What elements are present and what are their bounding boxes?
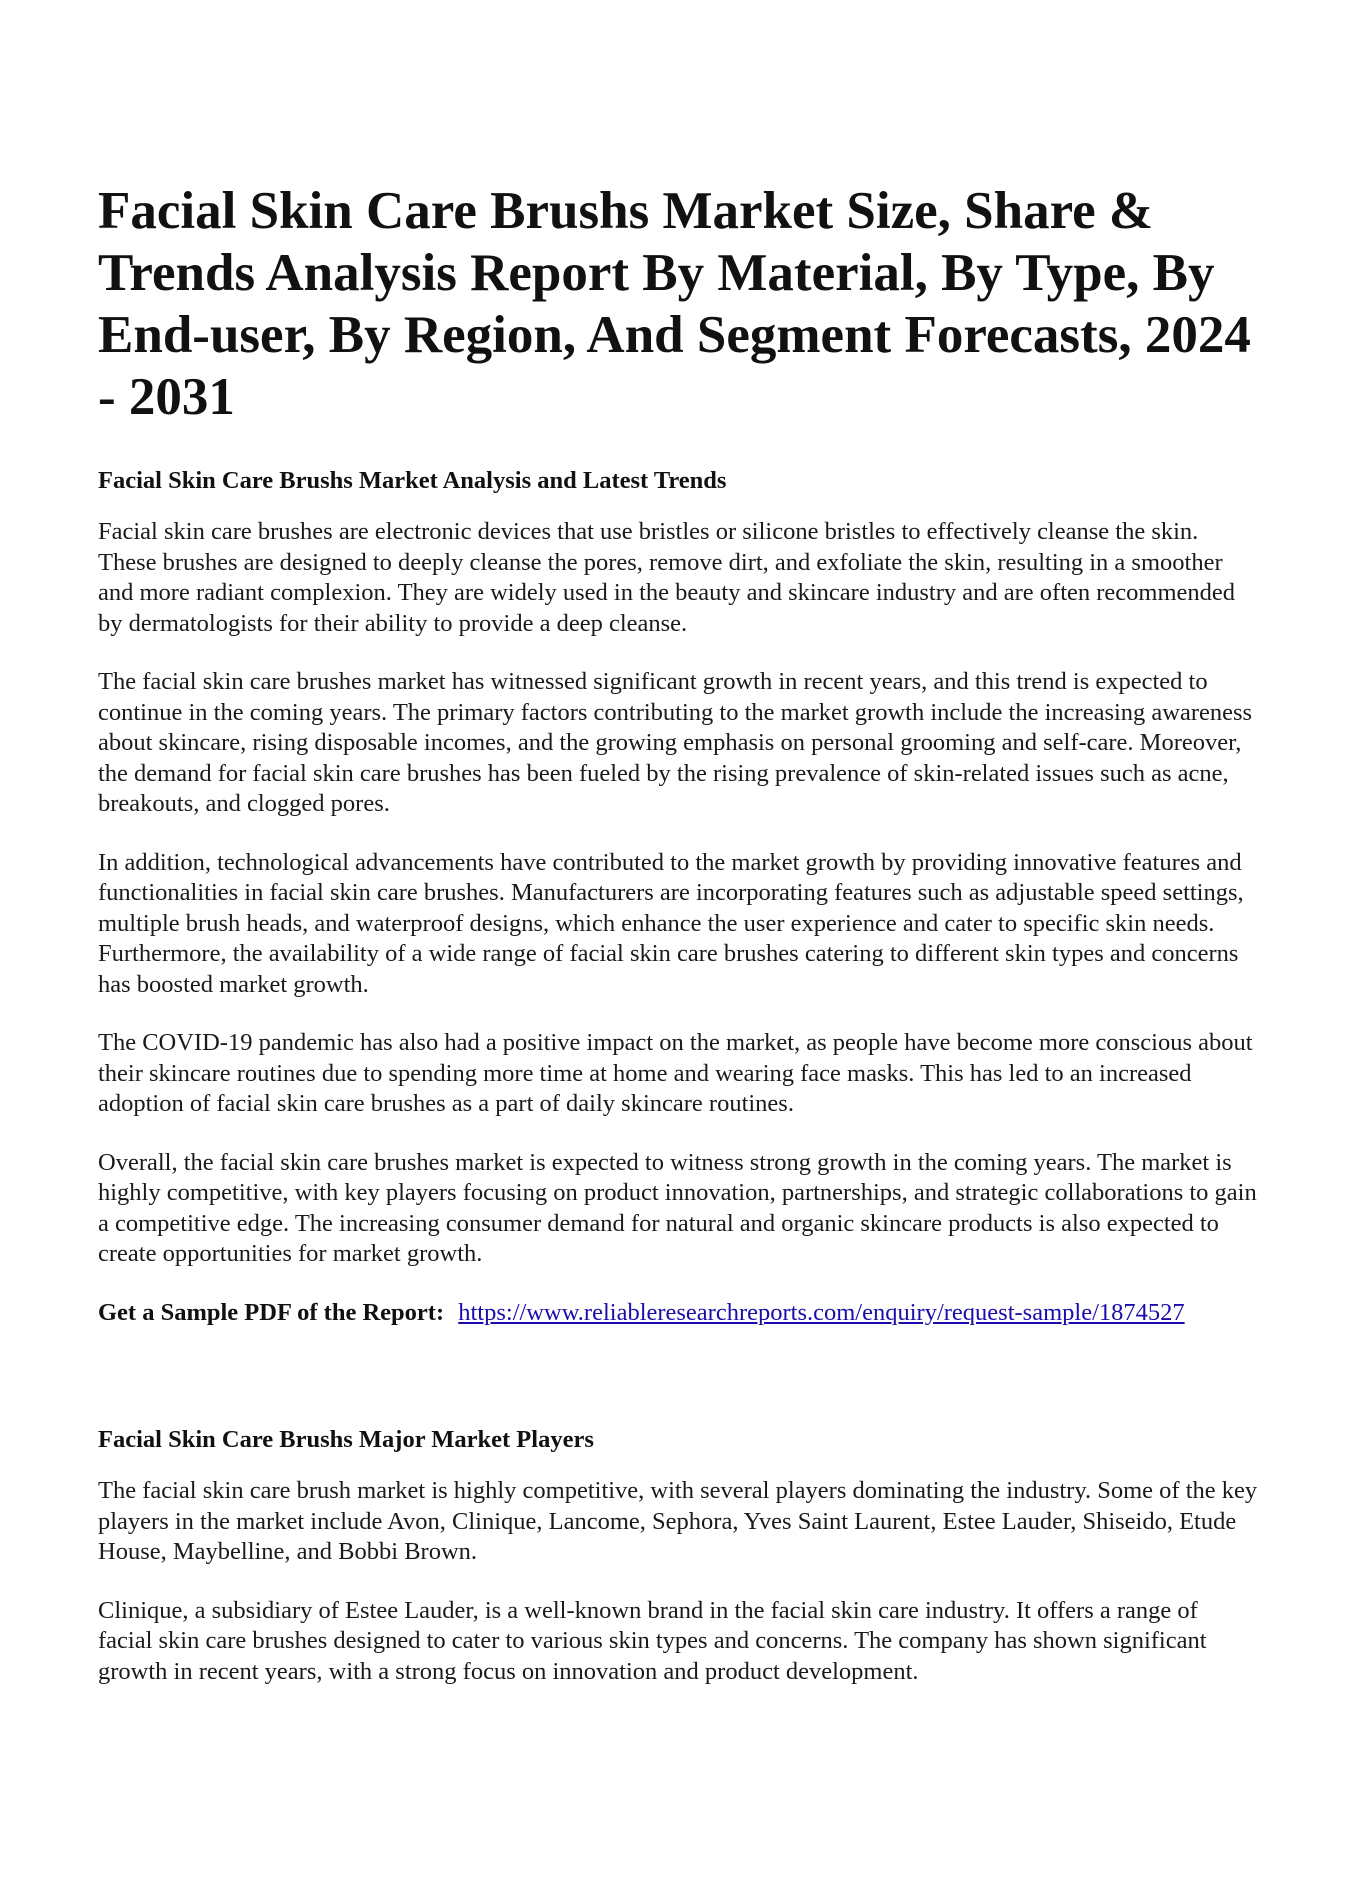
paragraph: Overall, the facial skin care brushes market is expected to witness strong growth in the coming years. The market is highly competitive, with key players focusing on product innovation, partnerships, and strategic collaborations to gain a competitive edge. The increasing consumer demand for natural and organic skincare products is also expected to create opportunities for market growth. — [98, 1148, 1257, 1267]
sample-pdf-label: Get a Sample PDF of the Report: — [98, 1298, 445, 1326]
sample-pdf-line — [98, 1298, 1258, 1329]
document-page — [98, 180, 1258, 1715]
paragraph: Clinique, a subsidiary of Estee Lauder, is a well-known brand in the facial skin care industry. It offers a range of facial skin care brushes designed to cater to various skin types and concerns. The company has shown significant growth in recent years, with a strong focus on innovation and product development. — [98, 1596, 1207, 1685]
section-heading-players: Facial Skin Care Brushs Major Market Players — [98, 1426, 594, 1453]
paragraph: In addition, technological advancements have contributed to the market growth by providing innovative features and functionalities in facial skin care brushes. Manufacturers are incorporating features such as adjustable speed settings, multiple brush heads, and waterproof designs, which enhance the user experience and cater to specific skin needs. Furthermore, the availability of a wide range of facial skin care brushes catering to different skin types and concerns has boosted market growth. — [98, 848, 1244, 998]
section-heading-analysis: Facial Skin Care Brushs Market Analysis and Latest Trends — [98, 467, 727, 494]
report-title: Facial Skin Care Brushs Market Size, Share & Trends Analysis Report By Material, By Type, By End-user, By Region, And Segment Forecasts, 2024 - 2031 — [98, 182, 1251, 426]
paragraph: The facial skin care brush market is highly competitive, with several players dominating the industry. Some of the key players in the market include Avon, Clinique, Lancome, Sephora, Yves Saint Laurent, Estee Lauder, Shiseido, Etude House, Maybelline, and Bobbi Brown. — [98, 1477, 1258, 1565]
sample-pdf-link[interactable]: https://www.reliableresearchreports.com/enquiry/request-sample/1874527 — [458, 1298, 1185, 1326]
paragraph: The facial skin care brushes market has witnessed significant growth in recent years, and this trend is expected to continue in the coming years. The primary factors contributing to the market growth include the increasing awareness about skincare, rising disposable incomes, and the growing emphasis on personal grooming and self-care. Moreover, the demand for facial skin care brushes has been fueled by the rising prevalence of skin-related issues such as acne, breakouts, and clogged pores. — [98, 668, 1253, 817]
paragraph: Facial skin care brushes are electronic devices that use bristles or silicone bristles to effectively cleanse the skin. These brushes are designed to deeply cleanse the pores, remove dirt, and exfoliate the skin, resulting in a smoother and more radiant complexion. They are widely used in the beauty and skincare industry and are often recommended by dermatologists for their ability to provide a deep cleanse. — [98, 518, 1236, 637]
paragraph: The COVID-19 pandemic has also had a positive impact on the market, as people have become more conscious about their skincare routines due to spending more time at home and wearing face masks. This has led to an increased adoption of facial skin care brushes as a part of daily skincare routines. — [98, 1029, 1253, 1117]
